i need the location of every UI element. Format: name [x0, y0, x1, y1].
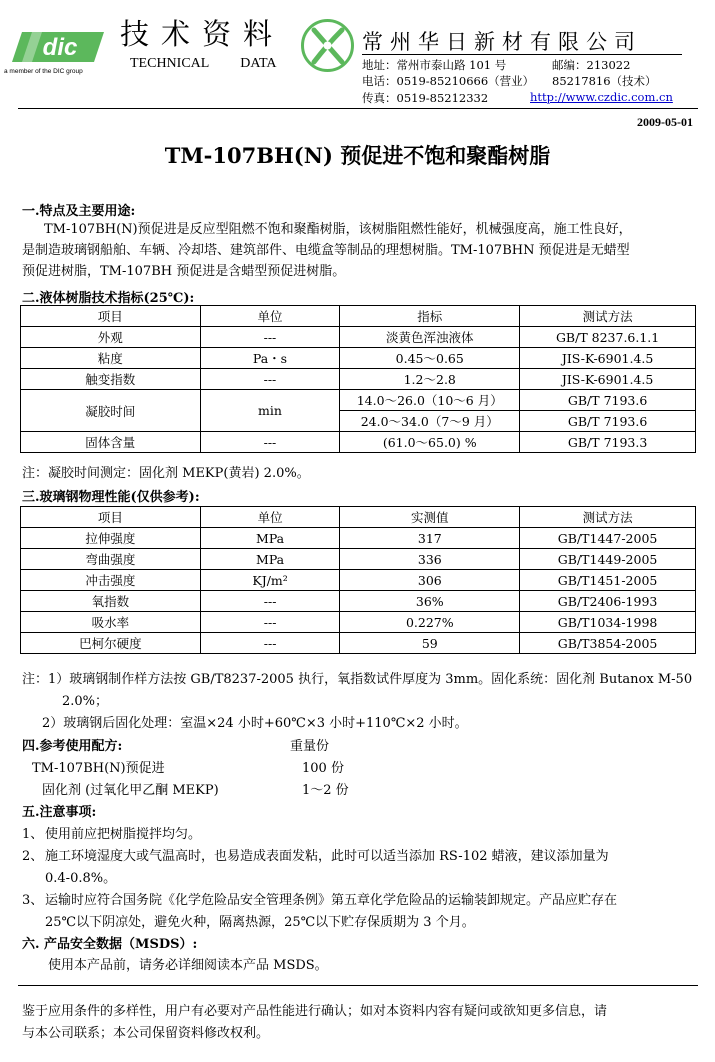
table-header-cell: 指标	[340, 306, 520, 327]
footer-rule	[18, 985, 698, 986]
table-cell: Pa・s	[200, 348, 340, 369]
table-cell: 凝胶时间	[21, 390, 201, 432]
table-cell: 固体含量	[21, 432, 201, 453]
table-header-cell: 测试方法	[520, 507, 696, 528]
table-cell: GB/T 7193.6	[520, 411, 696, 432]
table-cell: ---	[200, 591, 340, 612]
table-cell: (61.0～65.0) %	[340, 432, 520, 453]
section1-heading: 一.特点及主要用途:	[22, 204, 136, 219]
table-cell: 59	[340, 633, 520, 654]
doc-type-en: TECHNICAL DATA	[130, 56, 277, 71]
phone: 电话：0519-85210666（营业）	[362, 74, 535, 88]
table-cell: 拉伸强度	[21, 528, 201, 549]
website-link-text[interactable]: http://www.czdic.com.cn	[530, 90, 673, 104]
table-cell: 0.45～0.65	[340, 348, 520, 369]
phone-tech: 85217816（技术）	[552, 74, 657, 88]
table-header-row	[21, 507, 696, 528]
table-cell: GB/T1449-2005	[520, 549, 696, 570]
section2-heading: 二.液体树脂技术指标(25℃):	[22, 291, 195, 306]
section3-heading: 三.玻璃钢物理性能(仅供参考):	[22, 490, 200, 505]
table-cell: ---	[200, 612, 340, 633]
notice-number: 1、	[22, 827, 44, 842]
table-cell: GB/T3854-2005	[520, 633, 696, 654]
table-cell: ---	[200, 432, 340, 453]
formula-item-curing-agent: 固化剂 (过氧化甲乙酮 MEKP)	[42, 783, 219, 798]
section3-note1-cont: 2.0%；	[62, 694, 109, 709]
website-link[interactable]	[530, 90, 673, 104]
notice-text-cont: 25℃以下阴凉处，避免火种，隔离热源，25℃以下贮存保质期为 3 个月。	[45, 915, 475, 930]
table-cell: GB/T 8237.6.1.1	[520, 327, 696, 348]
section5-heading: 五.注意事项:	[22, 805, 97, 820]
svg-text:dic: dic	[42, 34, 78, 61]
table-header-cell: 项目	[21, 507, 201, 528]
table-header-cell: 测试方法	[520, 306, 696, 327]
table-header-cell: 实测值	[340, 507, 520, 528]
table-cell: ---	[200, 633, 340, 654]
section1-line: TM-107BH(N)预促进是反应型阻燃不饱和聚酯树脂，该树脂阻燃性能好，机械强度高，施工性良好，	[44, 222, 632, 237]
address: 地址：常州市泰山路 101 号	[362, 58, 507, 72]
table-cell: JIS-K-6901.4.5	[520, 348, 696, 369]
table-cell: 14.0～26.0（10～6 月）	[340, 390, 520, 411]
table-header-cell: 单位	[200, 507, 340, 528]
notice-number: 3、	[22, 893, 44, 908]
notice-number: 2、	[22, 849, 44, 864]
table-row	[21, 549, 696, 570]
table-row	[21, 432, 696, 453]
notice-text: 运输时应符合国务院《化学危险品安全管理条例》第五章化学危险品的运输装卸规定。产品应贮存在	[45, 893, 618, 908]
table-cell: ---	[200, 369, 340, 390]
table-cell: GB/T2406-1993	[520, 591, 696, 612]
table-cell: 氧指数	[21, 591, 201, 612]
section4-heading: 四.参考使用配方:	[22, 739, 123, 754]
table-row	[21, 591, 696, 612]
table-cell: KJ/m²	[200, 570, 340, 591]
table-cell: 36%	[340, 591, 520, 612]
section6-heading: 六. 产品安全数据（MSDS）:	[22, 937, 198, 952]
table-cell: 吸水率	[21, 612, 201, 633]
table-row	[21, 528, 696, 549]
table-cell: GB/T 7193.6	[520, 390, 696, 411]
formula-item-resin: TM-107BH(N)预促进	[32, 761, 165, 776]
section2-note: 注：凝胶时间测定：固化剂 MEKP(黄岩) 2.0%。	[22, 466, 310, 481]
table-cell: 1.2～2.8	[340, 369, 520, 390]
company-logo-icon	[300, 18, 355, 73]
formula-value-curing-agent: 1～2 份	[302, 783, 349, 798]
section1-line: 预促进树脂，TM-107BH 预促进是含蜡型预促进树脂。	[22, 264, 346, 279]
msds-text: 使用本产品前，请务必详细阅读本产品 MSDS。	[48, 958, 328, 973]
table-cell: 24.0～34.0（7～9 月）	[340, 411, 520, 432]
table-cell: GB/T1451-2005	[520, 570, 696, 591]
section1-line: 是制造玻璃钢船舶、车辆、冷却塔、建筑部件、电缆盒等制品的理想树脂。TM-107BHN 预促进是无蜡型	[22, 243, 630, 258]
footer-disclaimer-line1: 鉴于应用条件的多样性，用户有必要对产品性能进行确认；如对本资料内容有疑问或欲知更多信息，请	[22, 1004, 608, 1019]
table-row	[21, 390, 696, 411]
table-cell: MPa	[200, 549, 340, 570]
table-row	[21, 570, 696, 591]
header-bottom-rule	[18, 108, 698, 109]
liquid-resin-spec-table	[20, 305, 696, 453]
table-row	[21, 633, 696, 654]
footer-disclaimer-line2: 与本公司联系；本公司保留资料修改权利。	[22, 1026, 270, 1041]
section3-note2: 2）玻璃钢后固化处理：室温×24 小时+60℃×3 小时+110℃×2 小时。	[42, 716, 468, 731]
issue-date: 2009-05-01	[637, 115, 693, 129]
logo-subtitle: a member of the DIC group	[4, 68, 83, 75]
table-row	[21, 612, 696, 633]
notice-text-cont: 0.4-0.8%。	[45, 871, 117, 886]
table-cell: 淡黄色浑浊液体	[340, 327, 520, 348]
table-header-row	[21, 306, 696, 327]
table-cell: GB/T1447-2005	[520, 528, 696, 549]
frp-properties-table	[20, 506, 696, 654]
table-cell: MPa	[200, 528, 340, 549]
notice-text: 施工环境湿度大或气温高时，也易造成表面发粘，此时可以适当添加 RS-102 蜡液，建议添加量为	[45, 849, 609, 864]
fax: 传真：0519-85212332	[362, 91, 489, 105]
dic-logo	[12, 28, 104, 66]
table-cell: 外观	[21, 327, 201, 348]
formula-value-resin: 100 份	[302, 761, 344, 776]
table-cell: min	[200, 390, 340, 432]
table-cell: 冲击强度	[21, 570, 201, 591]
doc-type-cn: 技术资料	[120, 17, 285, 51]
table-cell: GB/T 7193.3	[520, 432, 696, 453]
notice-text: 使用前应把树脂搅拌均匀。	[45, 827, 202, 842]
table-cell: 巴柯尔硬度	[21, 633, 201, 654]
company-name: 常州华日新材有限公司	[362, 30, 642, 54]
table-header-cell: 项目	[21, 306, 201, 327]
table-row	[21, 348, 696, 369]
table-cell: 弯曲强度	[21, 549, 201, 570]
postcode: 邮编：213022	[552, 58, 631, 72]
header-divider	[362, 54, 682, 55]
table-header-cell: 单位	[200, 306, 340, 327]
table-row	[21, 327, 696, 348]
table-cell: 0.227%	[340, 612, 520, 633]
section1-body	[22, 219, 702, 282]
table-cell: JIS-K-6901.4.5	[520, 369, 696, 390]
table-cell: 336	[340, 549, 520, 570]
table-cell: 触变指数	[21, 369, 201, 390]
table-cell: GB/T1034-1998	[520, 612, 696, 633]
table-cell: ---	[200, 327, 340, 348]
table-cell: 317	[340, 528, 520, 549]
section3-note1: 注：1）玻璃钢制作样方法按 GB/T8237-2005 执行，氧指数试件厚度为 3mm。固化系统：固化剂 Butanox M-50	[22, 672, 693, 687]
table-cell: 粘度	[21, 348, 201, 369]
table-cell: 306	[340, 570, 520, 591]
document-header	[0, 0, 715, 110]
table-row	[21, 369, 696, 390]
formula-weight-header: 重量份	[290, 739, 330, 754]
document-title: TM-107BH(N) 预促进不饱和聚酯树脂	[164, 143, 551, 168]
